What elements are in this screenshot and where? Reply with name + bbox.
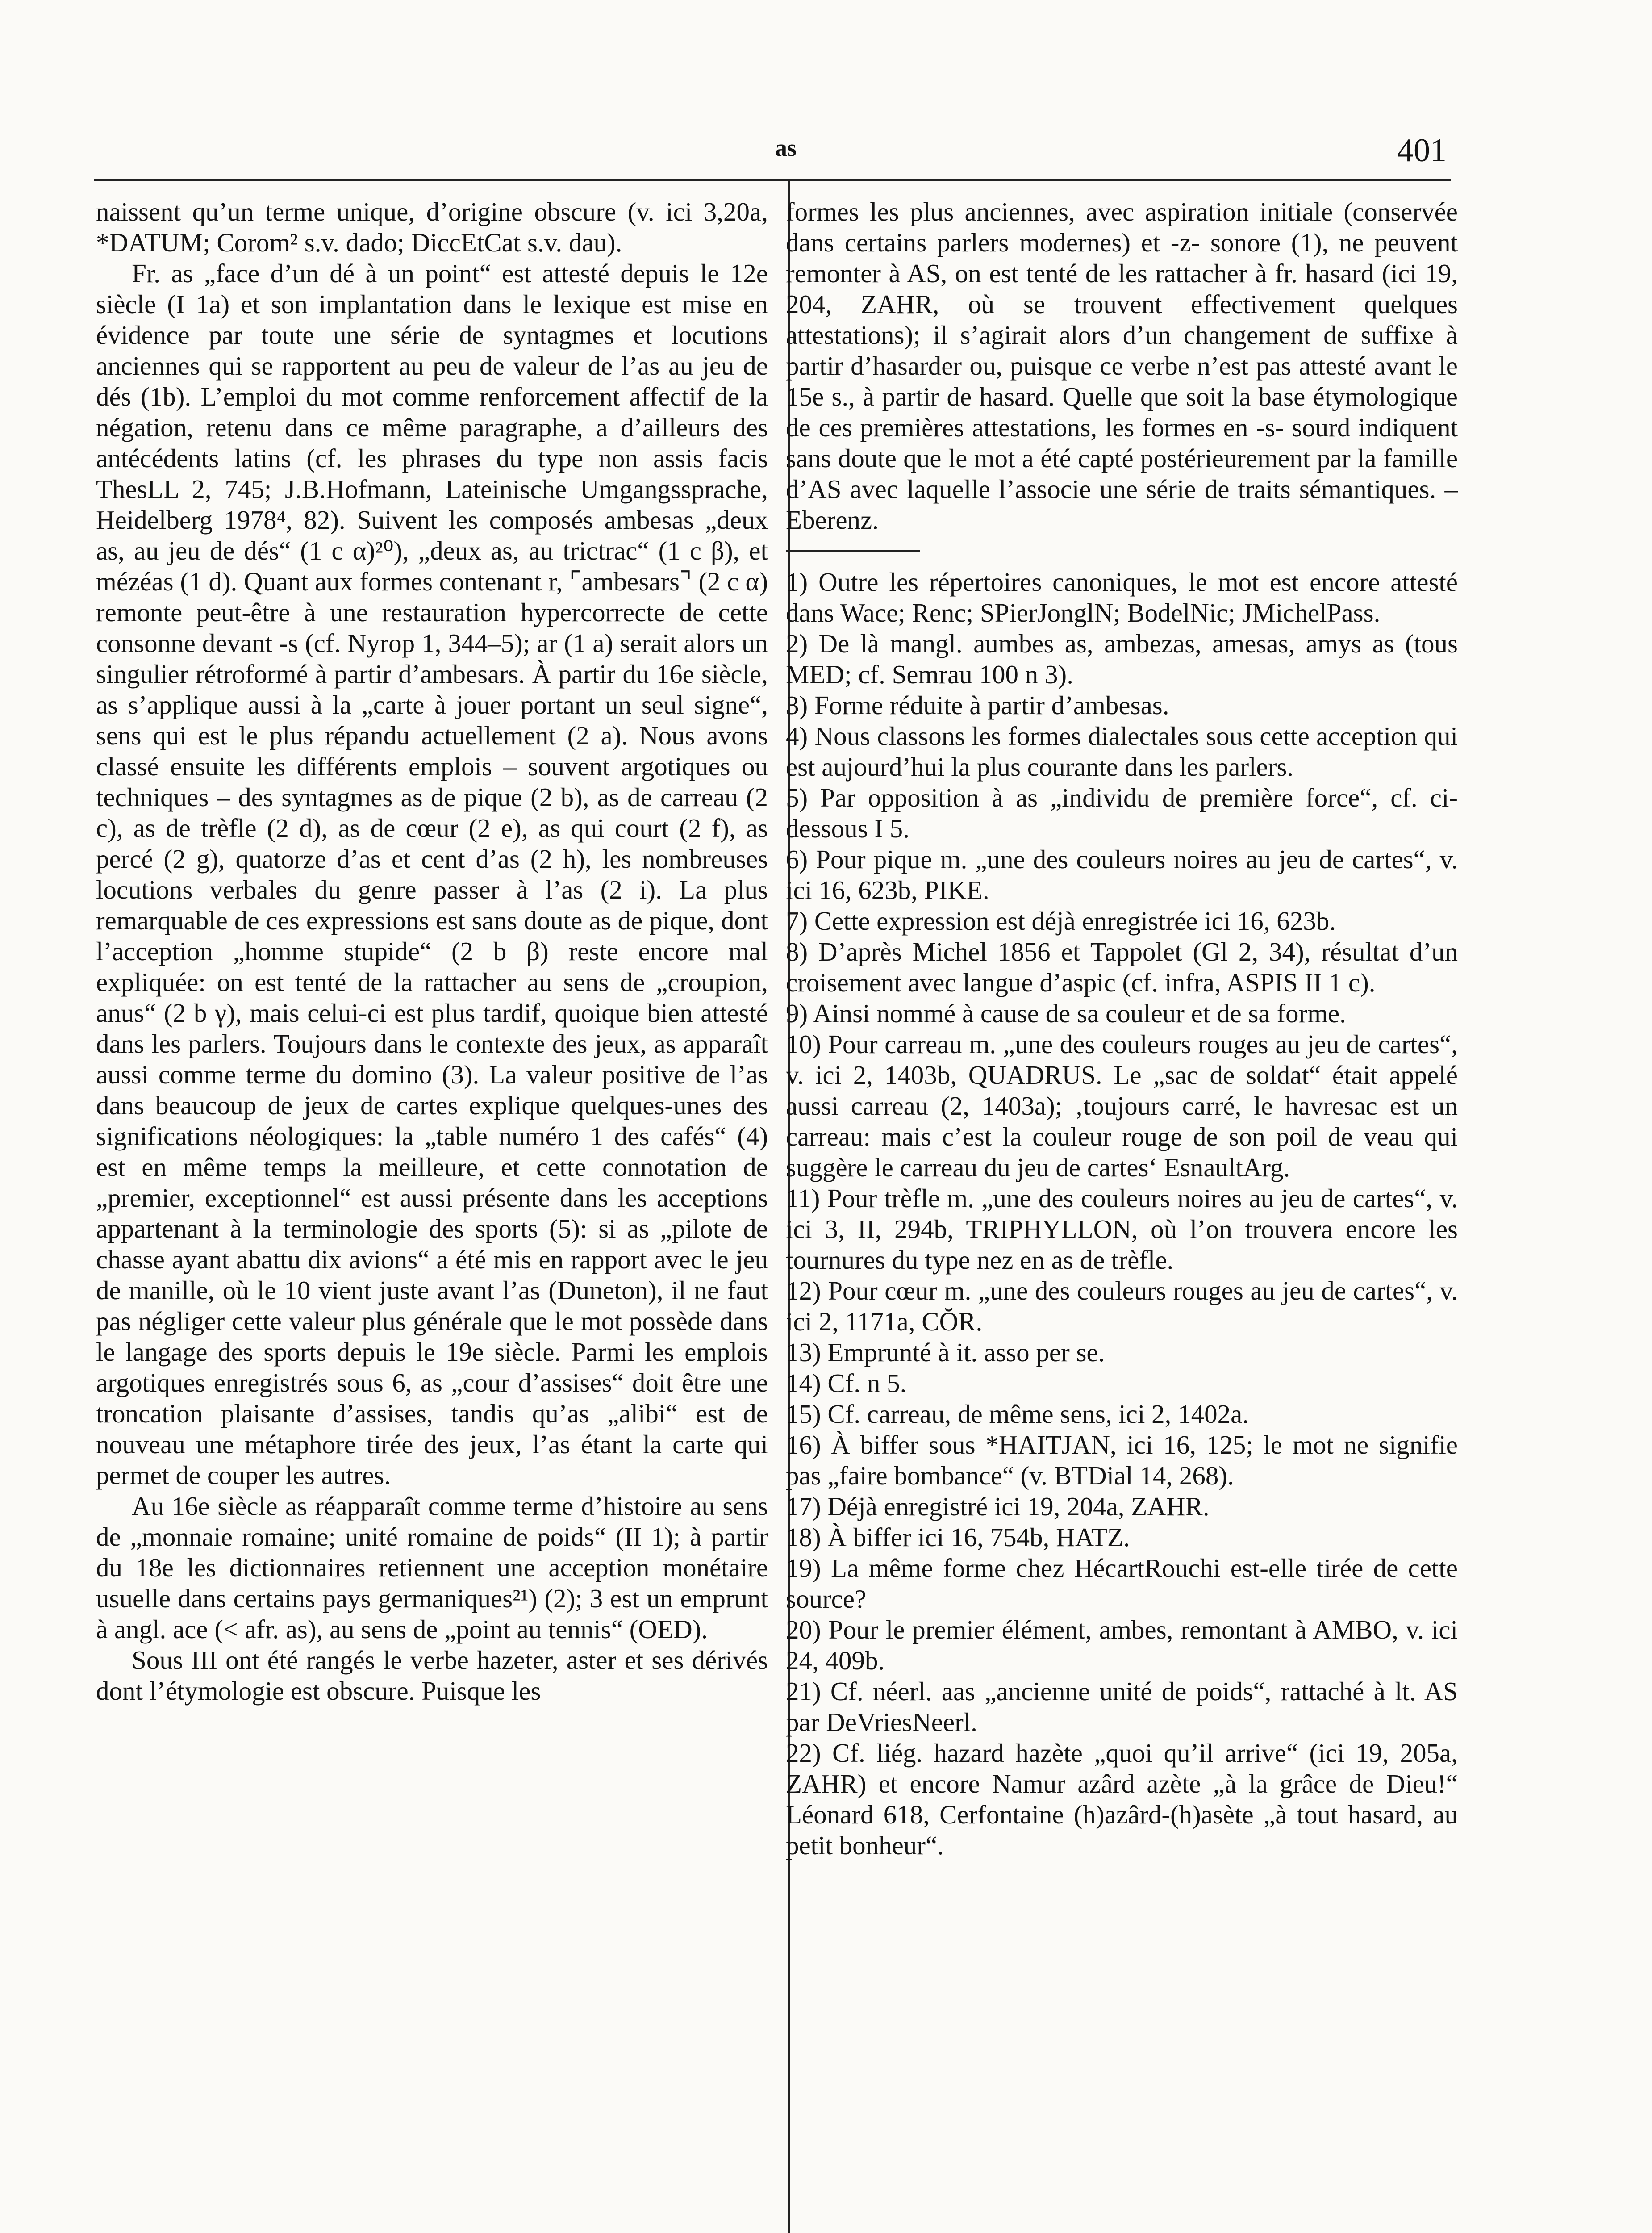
- running-head-word: as: [775, 134, 797, 161]
- footnote: 1) Outre les répertoires canoniques, le mot est encore attesté dans Wace; Renc; SPierJonglN; BodelNic; JMichelPass.: [786, 567, 1458, 627]
- footnote: 9) Ainsi nommé à cause de sa couleur et de sa forme.: [786, 999, 1346, 1028]
- footnote: 12) Pour cœur m. „une des couleurs rouges au jeu de cartes“, v. ici 2, 1171a, CŎR.: [786, 1276, 1458, 1336]
- footnote: 13) Emprunté à it. asso per se.: [786, 1338, 1105, 1367]
- paragraph: Sous III ont été rangés le verbe hazeter, aster et ses dérivés dont l’étymologie est obscure. Puisque les: [96, 1645, 768, 1706]
- footnote: 7) Cette expression est déjà enregistrée ici 16, 623b.: [786, 906, 1336, 936]
- footnote: 17) Déjà enregistré ici 19, 204a, ZAHR.: [786, 1492, 1210, 1521]
- footnote: 2) De là mangl. aumbes as, ambezas, amesas, amys as (tous MED; cf. Semrau 100 n 3).: [786, 629, 1458, 689]
- footnote: 19) La même forme chez HécartRouchi est-elle tirée de cette source?: [786, 1553, 1458, 1614]
- paragraph: Au 16e siècle as réapparaît comme terme d’histoire au sens de „monnaie romaine; unité romaine de poids“ (II 1); à partir du 18e les dictionnaires retiennent une acception monétaire usuelle dans certains pays germaniques²¹) (2); 3 est un emprunt à angl. ace (< afr. as), au sens de „point au tennis“ (OED).: [96, 1491, 768, 1644]
- footnote: 15) Cf. carreau, de même sens, ici 2, 1402a.: [786, 1399, 1249, 1429]
- footnotes: [786, 567, 1458, 1861]
- paragraph: formes les plus anciennes, avec aspiration initiale (conservée dans certains parlers modernes) et -z- sonore (1), ne peuvent remonter à AS, on est tenté de les rattacher à fr. hasard (ici 19, 204, ZAHR, où se trouvent effectivement quelques attestations); il s’agirait alors d’un changement de suffixe à partir d’hasarder ou, puisque ce verbe n’est pas attesté avant le 15e s., à partir de hasard. Quelle que soit la base étymologique de ces premières attestations, les formes en -s- sourd indiquent sans doute que le mot a été capté postérieurement par la famille d’AS avec laquelle l’associe une série de traits sémantiques. – Eberenz.: [786, 197, 1458, 535]
- footnote: 10) Pour carreau m. „une des couleurs rouges au jeu de cartes“, v. ici 2, 1403b, QUADRUS. Le „sac de soldat“ était appelé aussi carreau (2, 1403a); ‚toujours carré, le havresac est un carreau: mais c’est la couleur rouge de son poil de veau qui suggère le carreau du jeu de cartes‘ EsnaultArg.: [786, 1029, 1458, 1182]
- footnote: 8) D’après Michel 1856 et Tappolet (Gl 2, 34), résultat d’un croisement avec langue d’aspic (cf. infra, ASPIS II 1 c).: [786, 937, 1458, 997]
- footnote: 5) Par opposition à as „individu de première force“, cf. ci-dessous I 5.: [786, 783, 1458, 843]
- footnote: 21) Cf. néerl. aas „ancienne unité de poids“, rattaché à lt. AS par DeVriesNeerl.: [786, 1677, 1458, 1737]
- footnote-rule: [786, 550, 920, 552]
- footnote: 20) Pour le premier élément, ambes, remontant à AMBO, v. ici 24, 409b.: [786, 1615, 1458, 1675]
- footnote: 14) Cf. n 5.: [786, 1368, 907, 1398]
- footnote: 22) Cf. liég. hazard hazète „quoi qu’il arrive“ (ici 19, 205a, ZAHR) et encore Namur azârd azète „à la grâce de Dieu!“ Léonard 618, Cerfontaine (h)azârd-(h)asète „à tout hasard, au petit bonheur“.: [786, 1738, 1458, 1860]
- left-column: [96, 197, 768, 1706]
- header-rule: [94, 179, 1451, 181]
- page-number: 401: [1397, 132, 1447, 169]
- right-column: [786, 197, 1458, 1861]
- footnote: 18) À biffer ici 16, 754b, HATZ.: [786, 1522, 1130, 1552]
- footnote: 16) À biffer sous *HAITJAN, ici 16, 125; le mot ne signifie pas „faire bombance“ (v. BTDial 14, 268).: [786, 1430, 1458, 1490]
- footnote: 11) Pour trèfle m. „une des couleurs noires au jeu de cartes“, v. ici 3, II, 294b, TRIPHYLLON, où l’on trouvera encore les tournures du type nez en as de trèfle.: [786, 1183, 1458, 1275]
- footnote: 3) Forme réduite à partir d’ambesas.: [786, 690, 1169, 720]
- footnote: 4) Nous classons les formes dialectales sous cette acception qui est aujourd’hui la plus courante dans les parlers.: [786, 721, 1458, 782]
- paragraph: Fr. as „face d’un dé à un point“ est attesté depuis le 12e siècle (I 1a) et son implantation dans le lexique est mise en évidence par toute une série de syntagmes et locutions anciennes qui se rapportent au peu de valeur de l’as au jeu de dés (1b). L’emploi du mot comme renforcement affectif de la négation, retenu dans ce même paragraphe, a d’ailleurs des antécédents latins (cf. les phrases du type non assis facis ThesLL 2, 745; J.B.Hofmann, Lateinische Umgangssprache, Heidelberg 1978⁴, 82). Suivent les composés ambesas „deux as, au jeu de dés“ (1 c α)²⁰), „deux as, au trictrac“ (1 c β), et mézéas (1 d). Quant aux formes contenant r, ⌜ambesars⌝ (2 c α) remonte peut-être à une restauration hypercorrecte de cette consonne devant -s (cf. Nyrop 1, 344–5); ar (1 a) serait alors un singulier rétroformé à partir d’ambesars. À partir du 16e siècle, as s’applique aussi à la „carte à jouer portant un seul signe“, sens qui est le plus répandu actuellement (2 a). Nous avons classé ensuite les différents emplois – souvent argotiques ou techniques – des syntagmes as de pique (2 b), as de carreau (2 c), as de trèfle (2 d), as de cœur (2 e), as qui court (2 f), as percé (2 g), quatorze d’as et cent d’as (2 h), les nombreuses locutions verbales du genre passer à l’as (2 i). La plus remarquable de ces expressions est sans doute as de pique, dont l’acception „homme stupide“ (2 b β) reste encore mal expliquée: on est tenté de la rattacher au sens de „croupion, anus“ (2 b γ), mais celui-ci est plus tardif, quoique bien attesté dans les parlers. Toujours dans le contexte des jeux, as apparaît aussi comme terme du domino (3). La valeur positive de l’as dans beaucoup de jeux de cartes explique quelques-unes des significations néologiques: la „table numéro 1 des cafés“ (4) est en même temps la meilleure, et cette connotation de „premier, exceptionnel“ est aussi présente dans les acceptions appartenant à la terminologie des sports (5): si as „pilote de chasse ayant abattu dix avions“ a été mis en rapport avec le jeu de manille, où le 10 vient juste avant l’as (Duneton), il ne faut pas négliger cette valeur plus générale que le mot possède dans le langage des sports depuis le 19e siècle. Parmi les emplois argotiques enregistrés sous 6, as „cour d’assises“ doit être une troncation plaisante d’assises, tandis qu’as „alibi“ est de nouveau une métaphore tirée des jeux, l’as étant la carte qui permet de couper les autres.: [96, 259, 768, 1490]
- paragraph: naissent qu’un terme unique, d’origine obscure (v. ici 3,20a, *DATUM; Corom² s.v. dado; DiccEtCat s.v. dau).: [96, 197, 768, 257]
- footnote: 6) Pour pique m. „une des couleurs noires au jeu de cartes“, v. ici 16, 623b, PIKE.: [786, 845, 1458, 905]
